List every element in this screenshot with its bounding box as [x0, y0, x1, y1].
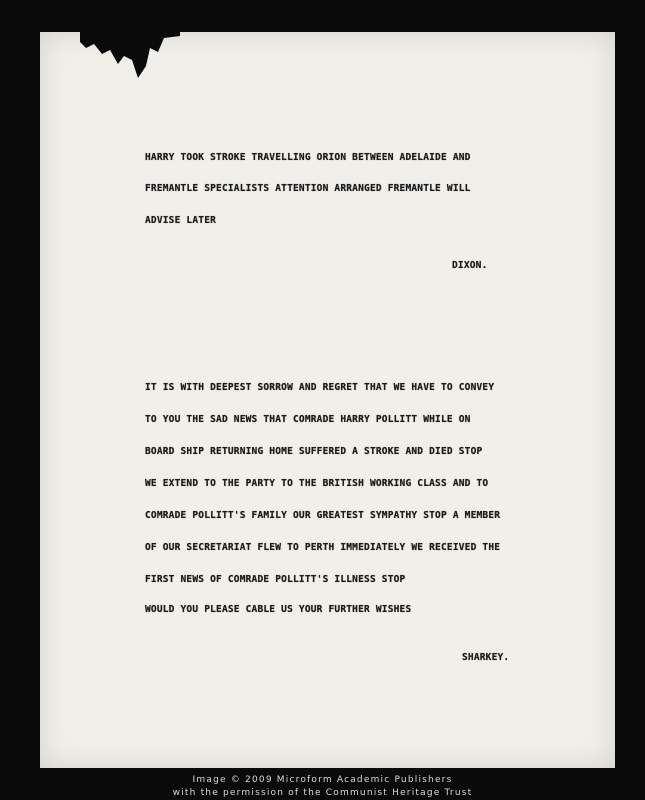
permission-line: with the permission of the Communist Heritage Trust — [172, 788, 473, 798]
telegram2-line: OF OUR SECRETARIAT FLEW TO PERTH IMMEDIATELY WE RECEIVED THE — [145, 542, 501, 553]
copyright-line: Image © 2009 Microform Academic Publishers — [192, 775, 453, 785]
telegram1-line: FREMANTLE SPECIALISTS ATTENTION ARRANGED FREMANTLE WILL — [145, 183, 471, 194]
telegram1-signature: DIXON. — [452, 260, 488, 271]
telegram2-line: WOULD YOU PLEASE CABLE US YOUR FURTHER WISHES — [145, 604, 412, 615]
telegram1-line: HARRY TOOK STROKE TRAVELLING ORION BETWEEN ADELAIDE AND — [145, 152, 471, 163]
telegram2-line: BOARD SHIP RETURNING HOME SUFFERED A STROKE AND DIED STOP — [145, 446, 483, 457]
telegram2-line: TO YOU THE SAD NEWS THAT COMRADE HARRY POLLITT WHILE ON — [145, 414, 471, 425]
document-page — [40, 32, 615, 768]
telegram2-line: IT IS WITH DEEPEST SORROW AND REGRET THAT WE HAVE TO CONVEY — [145, 382, 495, 393]
telegram2-line: FIRST NEWS OF COMRADE POLLITT'S ILLNESS STOP — [145, 574, 406, 585]
telegram2-signature: SHARKEY. — [462, 652, 510, 663]
telegram1-line: ADVISE LATER — [145, 215, 217, 226]
telegram2-line: WE EXTEND TO THE PARTY TO THE BRITISH WORKING CLASS AND TO — [145, 478, 489, 489]
telegram2-line: COMRADE POLLITT'S FAMILY OUR GREATEST SYMPATHY STOP A MEMBER — [145, 510, 501, 521]
torn-corner — [80, 30, 180, 90]
